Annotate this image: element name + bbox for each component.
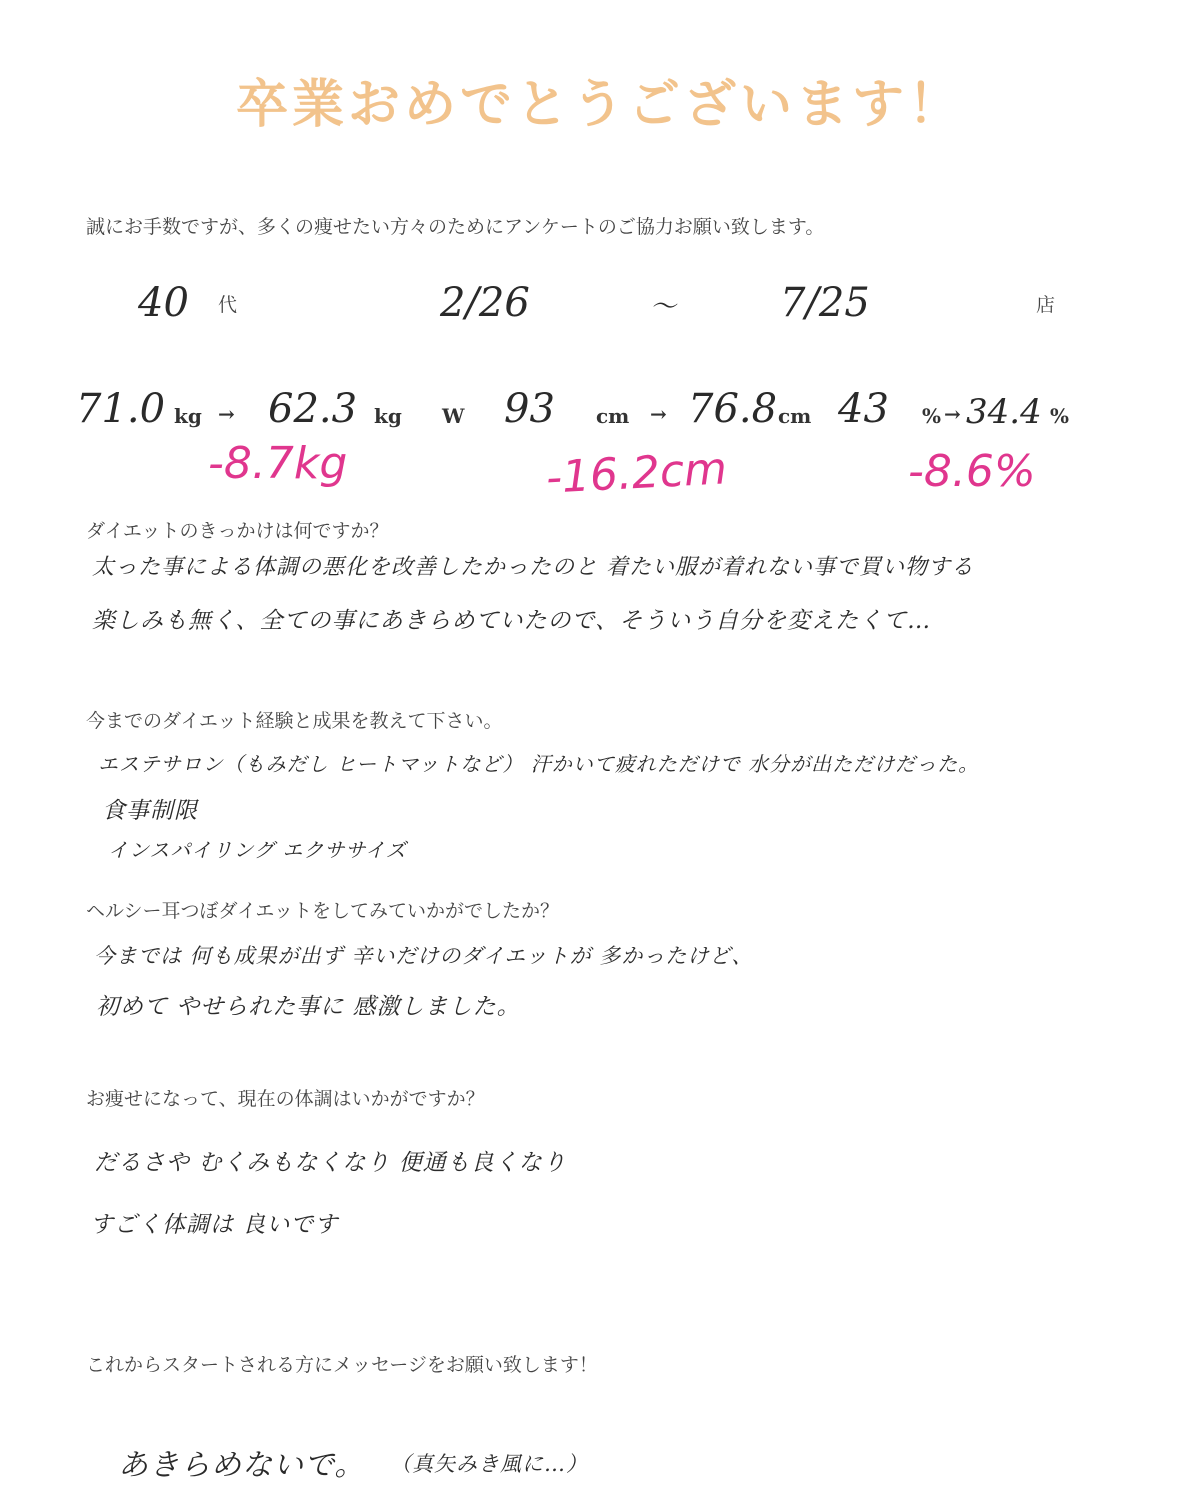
q2-answer-line-1: エステサロン（もみだし ヒートマットなど） 汗かいて疲れただけで 水分が出ただけだった。 bbox=[98, 752, 980, 776]
q4-answer-line-2: すごく体調は 良いです bbox=[90, 1212, 339, 1238]
waist-arrow: → bbox=[650, 402, 667, 426]
age-unit: 代 bbox=[218, 294, 238, 316]
q4-answer-line-1: だるさや むくみもなくなり 便通も良くなり bbox=[94, 1150, 567, 1176]
fat-after: 34.4 bbox=[966, 392, 1042, 432]
q3-answer-line-1: 今までは 何も成果が出ず 辛いだけのダイエットが 多かったけど、 bbox=[94, 944, 754, 968]
intro-text: 誠にお手数ですが、多くの痩せたい方々のためにアンケートのご協力お願い致します。 bbox=[86, 216, 825, 238]
weight-unit-before: kg bbox=[174, 404, 202, 428]
weight-arrow: → bbox=[218, 402, 235, 426]
age-value: 40 bbox=[138, 280, 189, 326]
store-label: 店 bbox=[1036, 294, 1056, 316]
end-date: 7/25 bbox=[780, 280, 870, 326]
fat-arrow: → bbox=[944, 402, 961, 426]
q1-answer-line-1: 太った事による体調の悪化を改善したかったのと 着たい服が着れない事で買い物する bbox=[92, 555, 974, 580]
waist-unit-after: cm bbox=[778, 404, 812, 428]
fat-diff: -8.6% bbox=[908, 446, 1036, 497]
q3-question: ヘルシー耳つぼダイエットをしてみていかがでしたか？ bbox=[86, 900, 560, 922]
q4-question: お痩せになって、現在の体調はいかがですか？ bbox=[86, 1088, 485, 1110]
waist-unit-before: cm bbox=[596, 404, 630, 428]
weight-after: 62.3 bbox=[268, 386, 358, 432]
waist-diff: -16.2cm bbox=[544, 443, 729, 504]
q2-answer-line-2: 食事制限 bbox=[102, 798, 198, 824]
waist-label: W bbox=[442, 404, 465, 428]
q2-answer-line-3: インスパイリング エクササイズ bbox=[108, 838, 407, 862]
fat-unit-before: % bbox=[922, 404, 942, 428]
q5-question: これからスタートされる方にメッセージをお願い致します！ bbox=[86, 1354, 598, 1376]
fat-before: 43 bbox=[838, 386, 889, 432]
q3-answer-line-2: 初めて やせられた事に 感激しました。 bbox=[96, 994, 521, 1020]
q5-answer-aside: （真矢みき風に…） bbox=[390, 1452, 588, 1476]
q2-question: 今までのダイエット経験と成果を教えて下さい。 bbox=[86, 710, 503, 732]
page-title: 卒業おめでとうございます！ bbox=[235, 75, 964, 135]
waist-before: 93 bbox=[504, 386, 555, 432]
date-tilde: ～ bbox=[650, 292, 677, 322]
q5-answer-main: あきらめないで。 bbox=[118, 1448, 366, 1483]
fat-unit-after: % bbox=[1050, 404, 1070, 428]
q1-answer-line-2: 楽しみも無く、全ての事にあきらめていたので、そういう自分を変えたくて… bbox=[92, 608, 932, 634]
weight-diff: -8.7kg bbox=[208, 438, 348, 489]
q1-question: ダイエットのきっかけは何ですか？ bbox=[86, 520, 389, 542]
weight-before: 71.0 bbox=[76, 386, 166, 432]
weight-unit-after: kg bbox=[374, 404, 402, 428]
waist-after: 76.8 bbox=[688, 386, 778, 432]
start-date: 2/26 bbox=[440, 280, 530, 326]
